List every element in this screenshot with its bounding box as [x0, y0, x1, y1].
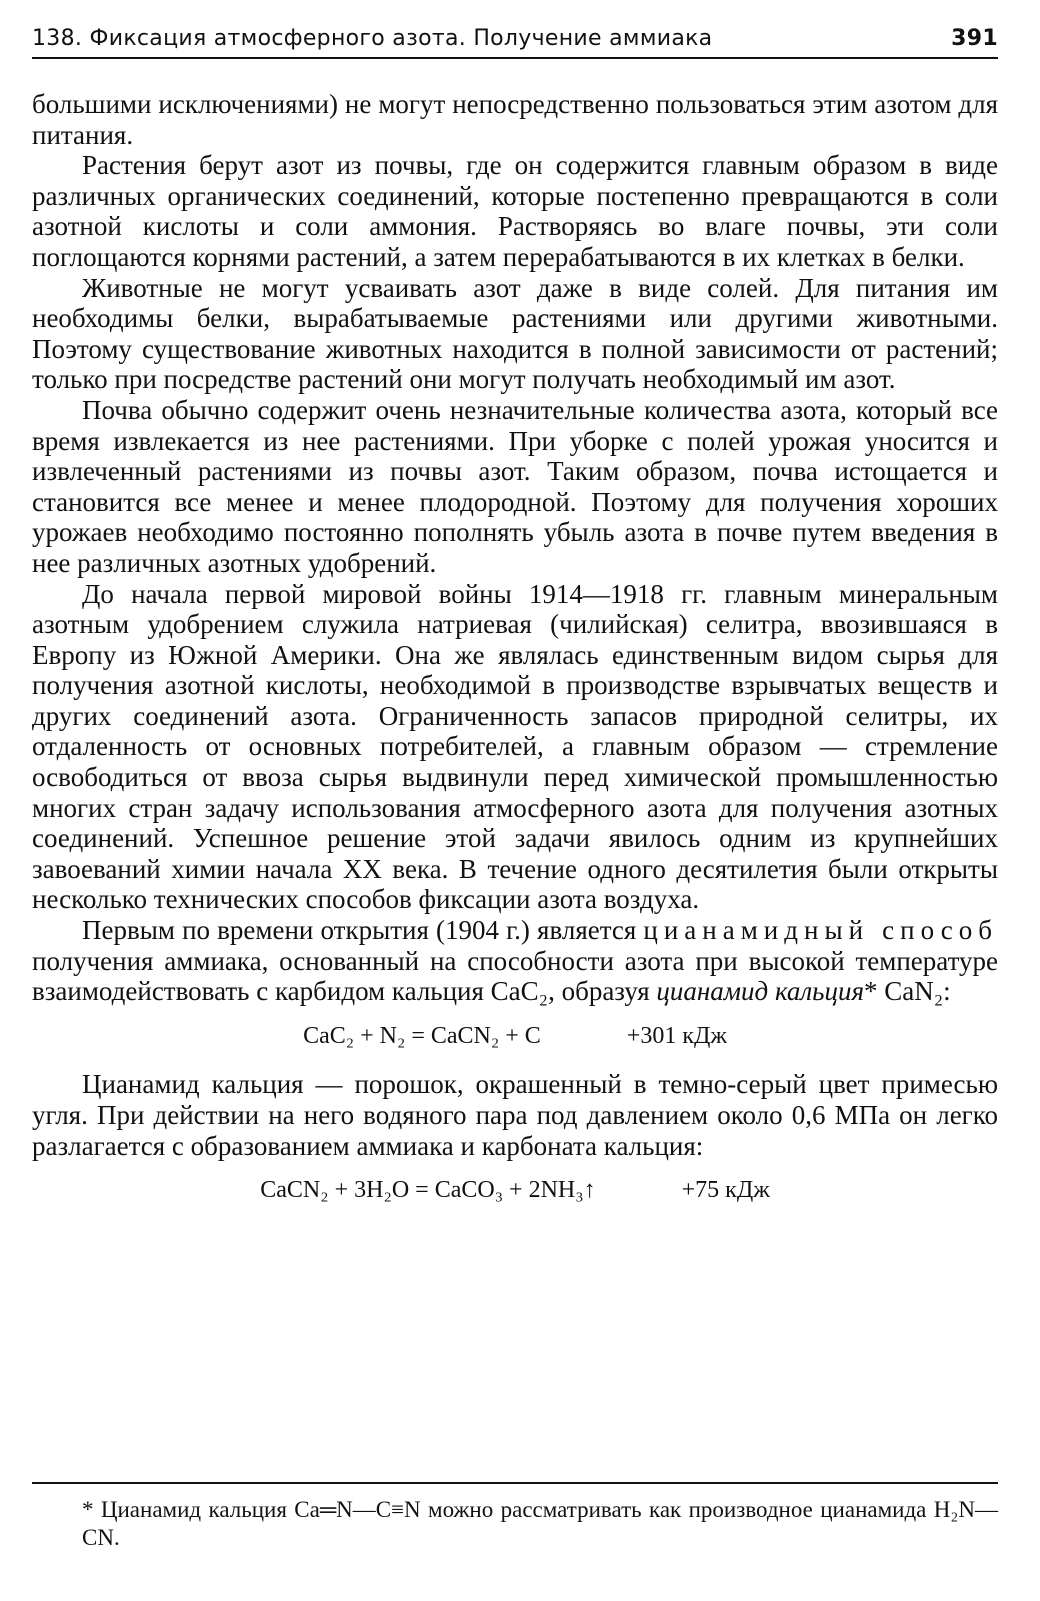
running-header: [32, 16, 998, 59]
equation-1-value: +301 кДж: [626, 1022, 727, 1049]
p6-spaced-term: цианамидный способ: [643, 915, 998, 946]
p6-text-a: Первым по времени открытия (1904 г.) является: [82, 915, 637, 946]
footnote-text: * Цианамид кальция Ca═N—C≡N можно рассматривать как производное цианамида H₂N—CN.: [82, 1497, 998, 1550]
paragraph-4: Почва обычно содержит очень незначительные количества азота, который все время извлекается из нее растениями. При уборке с полей урожая уносится и извлеченный растениями из почвы азот. Таким образом, почва истощается и становится все менее и менее плодородной. Поэтому для получения хороших урожаев необходимо постоянно пополнять убыль азота в почве путем введения в нее различных азотных удобрений.: [32, 394, 998, 578]
paragraph-6: [32, 915, 998, 1007]
paragraph-3: Животные не могут усваивать азот даже в виде солей. Для питания им необходимы белки, вырабатываемые растениями или другими животными. Поэтому существование животных находится в полной зависимости от растений; только при посредстве растений они могут получать необходимый им азот.: [32, 272, 998, 395]
paragraph-7: Цианамид кальция — порошок, окрашенный в темно-серый цвет примесью угля. При действии на него водяного пара под давлением около 0,6 МПа он легко разлагается с образованием аммиака и карбоната кальция:: [32, 1069, 998, 1161]
p6-text-b: получения аммиака, основанный на способности азота при высокой температуре взаимодействовать с карбидом кальция CaC₂, образуя: [32, 945, 998, 1007]
section-title: 138. Фиксация атмосферного азота. Получение аммиака: [32, 26, 713, 51]
page: [32, 16, 998, 1224]
equation-2-value: +75 кДж: [681, 1177, 770, 1204]
equation-1-formula: CaC₂ + N₂ = CaCN₂ + C: [303, 1022, 541, 1049]
footnote: [32, 1496, 998, 1552]
page-number: 391: [951, 26, 998, 51]
equation-2-formula: CaCN₂ + 3H₂O = CaCO₃ + 2NH₃↑: [260, 1177, 596, 1204]
p6-text-c: * CaN₂:: [864, 976, 951, 1007]
equation-1: [32, 1021, 998, 1052]
footnote-rule: [32, 1482, 998, 1484]
equation-2: [32, 1175, 998, 1206]
main-text: [32, 89, 998, 1206]
p6-italic-term: цианамид кальция: [656, 976, 865, 1007]
paragraph-5: До начала первой мировой войны 1914—1918 гг. главным минеральным азотным удобрением служила натриевая (чилийская) селитра, ввозившаяся в Европу из Южной Америки. Она же являлась единственным видом сырья для получения азотной кислоты, необходимой в производстве взрывчатых веществ и других соединений азота. Ограниченность запасов природной селитры, их отдаленность от основных потребителей, а главным образом — стремление освободиться от ввоза сырья выдвинули перед химической промышленностью многих стран задачу использования атмосферного азота для получения азотных соединений. Успешное решение этой задачи явилось одним из крупнейших завоеваний химии начала XX века. В течение одного десятилетия были открыты несколько технических способов фиксации азота воздуха.: [32, 578, 998, 915]
paragraph-2: Растения берут азот из почвы, где он содержится главным образом в виде различных органических соединений, которые постепенно превращаются в соли азотной кислоты и соли аммония. Растворяясь во влаге почвы, эти соли поглощаются корнями растений, а затем перерабатываются в их клетках в белки.: [32, 150, 998, 272]
paragraph-1: большими исключениями) не могут непосредственно пользоваться этим азотом для питания.: [32, 89, 998, 150]
